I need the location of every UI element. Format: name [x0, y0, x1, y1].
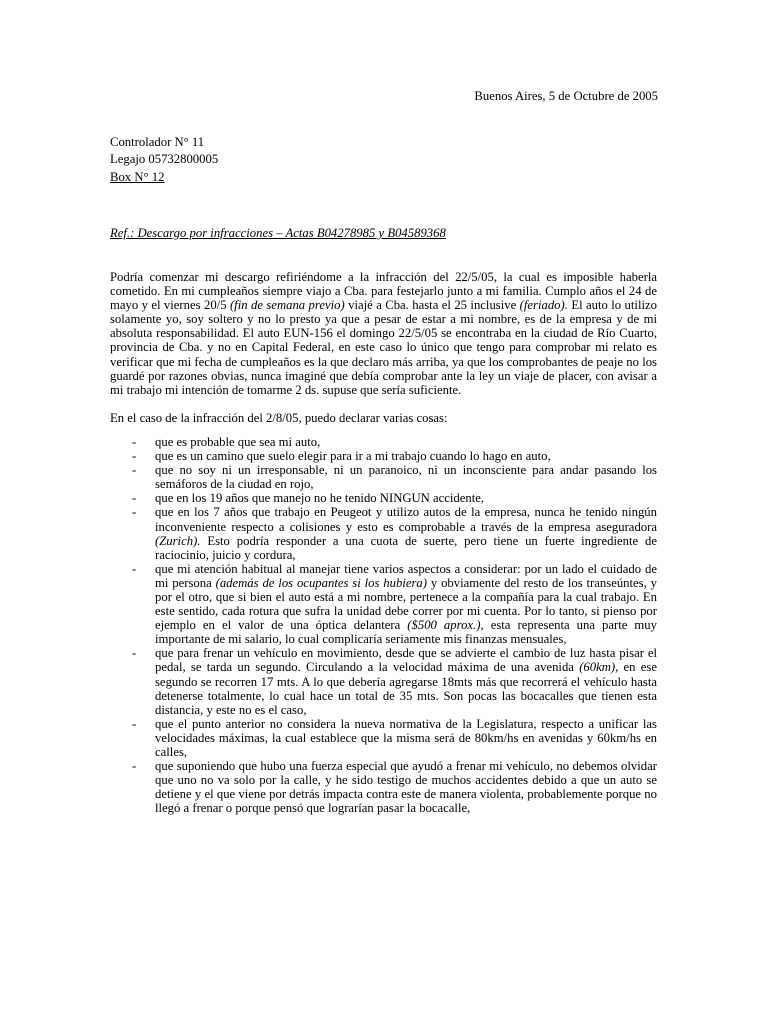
- list-item: - que no soy ni un irresponsable, ni un paranoico, ni un inconsciente para andar pasando los semáforos de la ciudad en rojo,: [132, 463, 657, 492]
- list-item: - que es un camino que suelo elegir para ir a mi trabajo cuando lo hago en auto,: [132, 449, 551, 464]
- dash-bullet: -: [132, 434, 137, 449]
- dash-bullet: -: [132, 463, 137, 478]
- paragraph-first-infraction: Podría comenzar mi descargo refiriéndome a la infracción del 22/5/05, la cual es imposible haberla cometido. En mi cumpleaños siempre viajo a Cba. para festejarlo junto a mi familia. Cumplo años el 24 de mayo y el viernes 20/5 (fin de semana previo) viajé a Cba. hasta el 25 inclusive (feriado). El auto lo utilizo solamente yo, soy soltero y no lo presto ya que a pesar de estar a mi nombre, es de la empresa y de mi absoluta responsabilidad. El auto EUN-156 el domingo 22/5/05 se encontraba en la ciudad de Río Cuarto, provincia de Cba. y no en Capital Federal, en este caso lo único que tengo para comprobar mi relato es verificar que mi fecha de cumpleaños es la que declaro más arriba, ya que los comprobantes de peaje no los guardé por razones obvias, nunca imaginé que debía comprobar ante la ley un viaje de placer, con avisar a mi trabajo mi intención de tomarme 2 ds. supuse que sería suficiente.: [110, 270, 657, 397]
- dash-bullet: -: [132, 646, 137, 661]
- list-item: - que mi atención habitual al manejar tiene varios aspectos a considerar: por un lado el cuidado de mi persona (además de los ocupantes si los hubiera) y obviamente del resto de los transeúntes, y por el otro, que si bien el auto está a mi nombre, pertenece a la compañía para la cual trabajo. En este sentido, cada rotura que sufra la unidad debe correr por mi cuenta. Por lo tanto, si pienso por ejemplo en el valor de una óptica delantera ($500 aprox.), esta representa una parte muy importante de mi salario, lo cual complicaría seriamente mis finanzas mensuales,: [132, 561, 657, 647]
- recipient-block: [110, 135, 218, 187]
- reference-line: Ref.: Descargo por infracciones – Actas B04278985 y B04589368: [110, 226, 446, 240]
- list-item: - que en los 19 años que manejo no he tenido NINGUN accidente,: [132, 491, 485, 506]
- dash-bullet: -: [132, 491, 137, 506]
- argument-list: [110, 435, 657, 816]
- dash-bullet: -: [132, 561, 137, 576]
- letter-body: [110, 270, 657, 815]
- list-item: - que el punto anterior no considera la nueva normativa de la Legislatura, respecto a unificar las velocidades máximas, la cual establece que la misma será de 80km/hs en avenidas y 60km/hs en calles,: [132, 716, 657, 759]
- date-line: Buenos Aires, 5 de Octubre de 2005: [474, 89, 658, 103]
- list-item: - que para frenar un vehículo en movimiento, desde que se advierte el cambio de luz hasta pisar el pedal, se tarda un segundo. Circulando a la velocidad máxima de una avenida (60km), en ese segundo se recorren 17 mts. A lo que debería agregarse 18mts más que recorrerá el vehículo hasta detenerse totalmente, lo cual hace un total de 35 mts. Son pocas las bocacalles que tienen esta distancia, y este no es el caso,: [132, 646, 657, 717]
- list-item: - que es probable que sea mi auto,: [132, 434, 321, 449]
- dash-bullet: -: [132, 759, 137, 774]
- dash-bullet: -: [132, 716, 137, 731]
- list-item: - que en los 7 años que trabajo en Peugeot y utilizo autos de la empresa, nunca he tenido ningún inconveniente respecto a colisiones y esto es comprobable a través de la empresa aseguradora (Zurich). Esto podría responder a una cuota de suerte, pero tiene un fuerte ingrediente de raciocinio, juicio y cordura,: [132, 505, 657, 562]
- recipient-file-number: Legajo 05732800005: [110, 152, 219, 167]
- dash-bullet: -: [132, 505, 137, 520]
- dash-bullet: -: [132, 449, 137, 464]
- paragraph-second-infraction-intro: En el caso de la infracción del 2/8/05, puedo declarar varias cosas:: [110, 410, 448, 425]
- recipient-box: Box N° 12: [110, 169, 165, 184]
- recipient-controller: Controlador N° 11: [110, 135, 205, 149]
- list-item: - que suponiendo que hubo una fuerza especial que ayudó a frenar mi vehículo, no debemos olvidar que uno no va solo por la calle, y he sido testigo de muchos accidentes debido a que un auto se detiene y el que viene por detrás impacta contra este de manera violenta, probablemente porque no llegó a frenar o porque pensó que lograrían pasar la bocacalle,: [132, 759, 657, 816]
